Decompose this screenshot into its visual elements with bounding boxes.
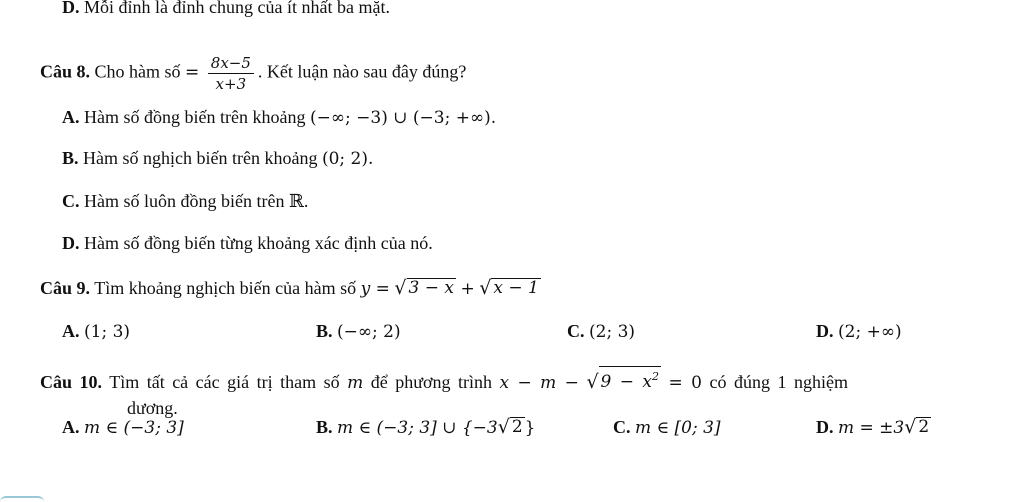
question-text: Cho hàm số bbox=[94, 61, 181, 82]
option-math-pre: m ∈ (−3; 3] ∪ {−3 bbox=[337, 418, 498, 438]
option-text: Mỗi đỉnh là đỉnh chung của ít nhất ba mặt. bbox=[84, 0, 390, 17]
option-math: (2; +∞) bbox=[838, 322, 902, 342]
option-text: Hàm số đồng biến từng khoảng xác định của nó. bbox=[84, 233, 433, 253]
option-label: B. bbox=[316, 321, 333, 341]
question-text-suffix: . Kết luận nào sau đây đúng? bbox=[257, 61, 467, 82]
option-label: A. bbox=[62, 417, 80, 437]
sqrt-argument: 9 − x bbox=[600, 372, 653, 392]
parameter-m: m bbox=[347, 373, 364, 393]
option-math: m ∈ (−3; 3] bbox=[84, 418, 184, 438]
option-math: (1; 3) bbox=[84, 322, 131, 342]
option-label: D. bbox=[816, 321, 834, 341]
sqrt-term-2: √ x − 1 bbox=[479, 277, 539, 299]
option-text: Hàm số luôn đồng biến trên ℝ. bbox=[84, 191, 309, 211]
question-text: Tìm tất cả các giá trị tham số bbox=[109, 372, 340, 392]
option-math: m ∈ [0; 3] bbox=[635, 418, 721, 438]
option-label: B. bbox=[62, 148, 79, 168]
option-label: D. bbox=[62, 0, 80, 17]
question-label: Câu 9. bbox=[40, 278, 91, 298]
option-label: D. bbox=[816, 417, 834, 437]
option-text: Hàm số nghịch biến trên khoảng bbox=[83, 148, 318, 168]
option-label: B. bbox=[316, 417, 333, 437]
question-text: Tìm khoảng nghịch biến của hàm số bbox=[94, 278, 357, 298]
page-edge-decoration bbox=[0, 496, 44, 502]
equals-sign: = bbox=[185, 62, 200, 83]
q8-option-c bbox=[62, 190, 308, 212]
exponent: 2 bbox=[652, 370, 660, 383]
option-math: (−∞; 2) bbox=[337, 322, 401, 342]
sqrt-term: √ 2 bbox=[904, 416, 930, 438]
option-label: C. bbox=[567, 321, 585, 341]
option-math-post: } bbox=[524, 418, 536, 438]
q9-option-b bbox=[316, 320, 401, 343]
option-text: Hàm số đồng biến trên khoảng bbox=[84, 107, 306, 127]
sqrt-term-1: √ 3 − x bbox=[394, 277, 454, 299]
sqrt-argument: 2 bbox=[511, 417, 523, 437]
fraction bbox=[208, 54, 254, 93]
option-label: C. bbox=[613, 417, 631, 437]
option-label: A. bbox=[62, 321, 80, 341]
option-label: A. bbox=[62, 107, 80, 127]
q10-option-a bbox=[62, 416, 184, 439]
function-lhs: y = bbox=[360, 279, 390, 299]
q8-option-a bbox=[62, 106, 496, 129]
equation-post: = 0 bbox=[668, 373, 702, 393]
plus-sign: + bbox=[460, 279, 475, 299]
option-math-pre: m = ±3 bbox=[838, 418, 905, 438]
q9-option-c bbox=[567, 320, 635, 343]
q10-option-d bbox=[816, 416, 931, 439]
question-label: Câu 10. bbox=[40, 372, 103, 392]
q10-option-c bbox=[613, 416, 721, 439]
sqrt-term: √ $9 - x^2$ bbox=[586, 366, 661, 392]
q8-option-b bbox=[62, 147, 373, 170]
option-math: (0; 2). bbox=[321, 149, 374, 169]
question-10 bbox=[40, 366, 848, 394]
question-9 bbox=[40, 277, 541, 300]
q9-option-d bbox=[816, 320, 902, 343]
option-label: C. bbox=[62, 191, 80, 211]
sqrt-argument: 3 − x bbox=[408, 278, 454, 298]
top-option-d bbox=[62, 0, 390, 18]
question-label: Câu 8. bbox=[40, 61, 91, 82]
option-math: (−∞; −3) ∪ (−3; +∞). bbox=[309, 108, 497, 128]
question-text-2: để phương trình bbox=[370, 372, 493, 392]
question-text-line-2: dương. bbox=[127, 398, 178, 418]
q10-option-b bbox=[316, 416, 536, 439]
q9-option-a bbox=[62, 320, 130, 343]
fraction-denominator: x+3 bbox=[215, 75, 247, 93]
equation-pre: x − m − bbox=[499, 373, 579, 393]
sqrt-argument: 2 bbox=[918, 417, 930, 437]
fraction-numerator: 8x−5 bbox=[208, 54, 254, 74]
question-text-3: có đúng 1 nghiệm bbox=[709, 372, 848, 392]
option-math: (2; 3) bbox=[589, 322, 636, 342]
sqrt-term: √ 2 bbox=[497, 416, 523, 438]
option-label: D. bbox=[62, 233, 80, 253]
q8-option-d bbox=[62, 232, 433, 254]
question-8 bbox=[40, 54, 466, 93]
sqrt-argument: x − 1 bbox=[493, 278, 539, 298]
